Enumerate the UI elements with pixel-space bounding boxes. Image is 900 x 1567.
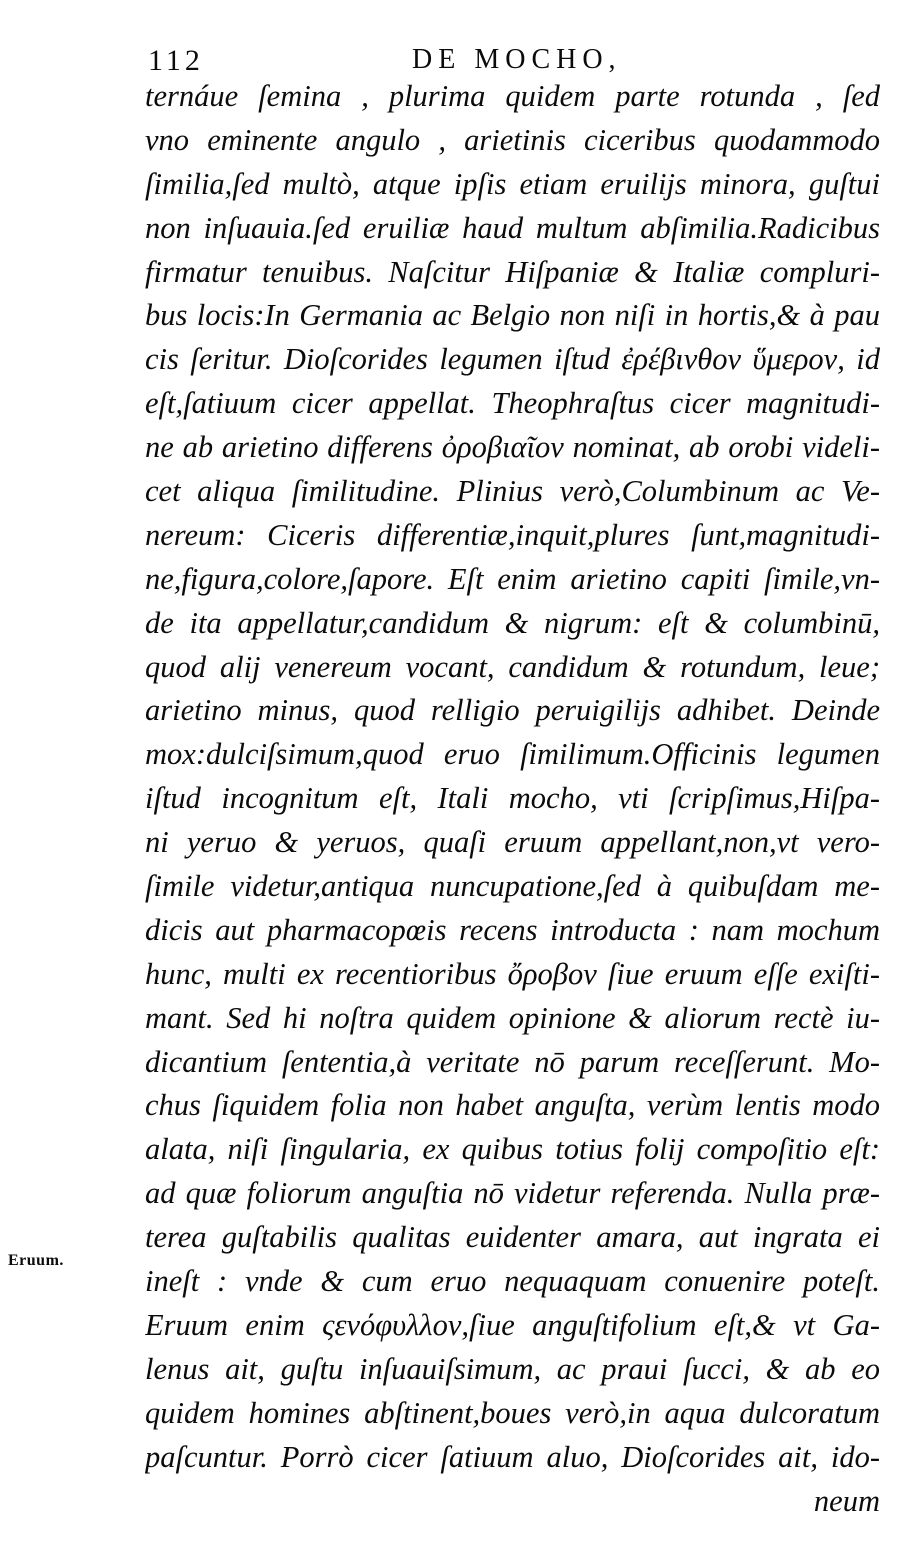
- text-line: ne ab arietino differens ὀροβιαῖον nominat, ab orobi videli-: [145, 430, 880, 465]
- text-line: cet aliqua ſimilitudine. Plinius verò,Columbinum ac Ve-: [145, 474, 880, 509]
- text-line: ad quæ foliorum anguſtia nō videtur referenda. Nulla præ-: [145, 1176, 880, 1211]
- text-line: mox:dulciſsimum,quod eruo ſimilimum.Officinis legumen: [145, 737, 880, 772]
- text-line: firmatur tenuibus. Naſcitur Hiſpaniæ & Italiæ compluri-: [145, 254, 880, 289]
- text-line: eſt,ſatiuum cicer appellat. Theophraſtus cicer magnitudi-: [145, 386, 880, 421]
- text-line: dicantium ſententia,à veritate nō parum receſſerunt. Mo-: [145, 1044, 880, 1079]
- text-line: ineſt : vnde & cum eruo nequaquam conuenire poteſt.: [145, 1264, 880, 1299]
- margin-note: Eruum.: [8, 1252, 64, 1269]
- text-line: quidem homines abſtinent,boues verò,in aqua dulcoratum: [145, 1395, 880, 1430]
- text-line: terea guſtabilis qualitas euidenter amara, aut ingrata ei: [145, 1220, 880, 1255]
- text-line: alata, niſi ſingularia, ex quibus totius folij compoſitio eſt:: [145, 1132, 880, 1167]
- text-line: ſimile videtur,antiqua nuncupatione,ſed à quibuſdam me-: [145, 869, 880, 904]
- running-head-title: DE MOCHO,: [412, 44, 622, 75]
- text-line: hunc, multi ex recentioribus ὄροβον ſiue eruum eſſe exiſti-: [145, 956, 880, 991]
- text-line: cis ſeritur. Dioſcorides legumen iſtud ἐρέβινθον ὕμερον, id: [145, 342, 880, 377]
- running-head: [140, 38, 900, 78]
- text-line: bus locis:In Germania ac Belgio non niſi in hortis,& à pau: [145, 298, 880, 333]
- text-line: ternáue ſemina , plurima quidem parte rotunda , ſed: [145, 79, 880, 113]
- text-line: lenus ait, guſtu inſuauiſsimum, ac praui ſucci, & ab eo: [145, 1351, 880, 1386]
- text-line: ſimilia,ſed multò, atque ipſis etiam eruilijs minora, guſtui: [145, 166, 880, 201]
- text-line: paſcuntur. Porrò cicer ſatiuum aluo, Dioſcorides ait, ido-: [145, 1439, 880, 1474]
- text-line: ne,figura,colore,ſapore. Eſt enim arietino capiti ſimile,vn-: [145, 561, 880, 596]
- body-text: [145, 75, 880, 1523]
- text-line: Eruum enim ςενόφυλλον,ſiue anguſtifolium eſt,& vt Ga-: [145, 1307, 880, 1342]
- text-line: dicis aut pharmacopœis recens introducta : nam mochum: [145, 912, 880, 947]
- text-line: quod alij venereum vocant, candidum & rotundum, leue;: [145, 649, 880, 684]
- text-line: nereum: Ciceris differentiæ,inquit,plures ſunt,magnitudi-: [145, 517, 880, 552]
- text-line: vno eminente angulo , arietinis ciceribus quodammodo: [145, 122, 880, 157]
- text-line: de ita appellatur,candidum & nigrum: eſt & columbinū,: [145, 605, 880, 640]
- page-number: 112: [148, 44, 204, 77]
- text-line: iſtud incognitum eſt, Itali mocho, vti ſcripſimus,Hiſpa-: [145, 781, 880, 816]
- text-line: chus ſiquidem folia non habet anguſta, verùm lentis modo: [145, 1088, 880, 1123]
- text-line: arietino minus, quod relligio peruigilijs adhibet. Deinde: [145, 693, 880, 728]
- text-line: mant. Sed hi noſtra quidem opinione & aliorum rectè iu-: [145, 1000, 880, 1035]
- text-line: non inſuauia.ſed eruiliæ haud multum abſimilia.Radicibus: [145, 210, 880, 245]
- text-line: ni yeruo & yeruos, quaſi eruum appellant,non,vt vero-: [145, 825, 880, 860]
- catchword: neum: [813, 1483, 880, 1518]
